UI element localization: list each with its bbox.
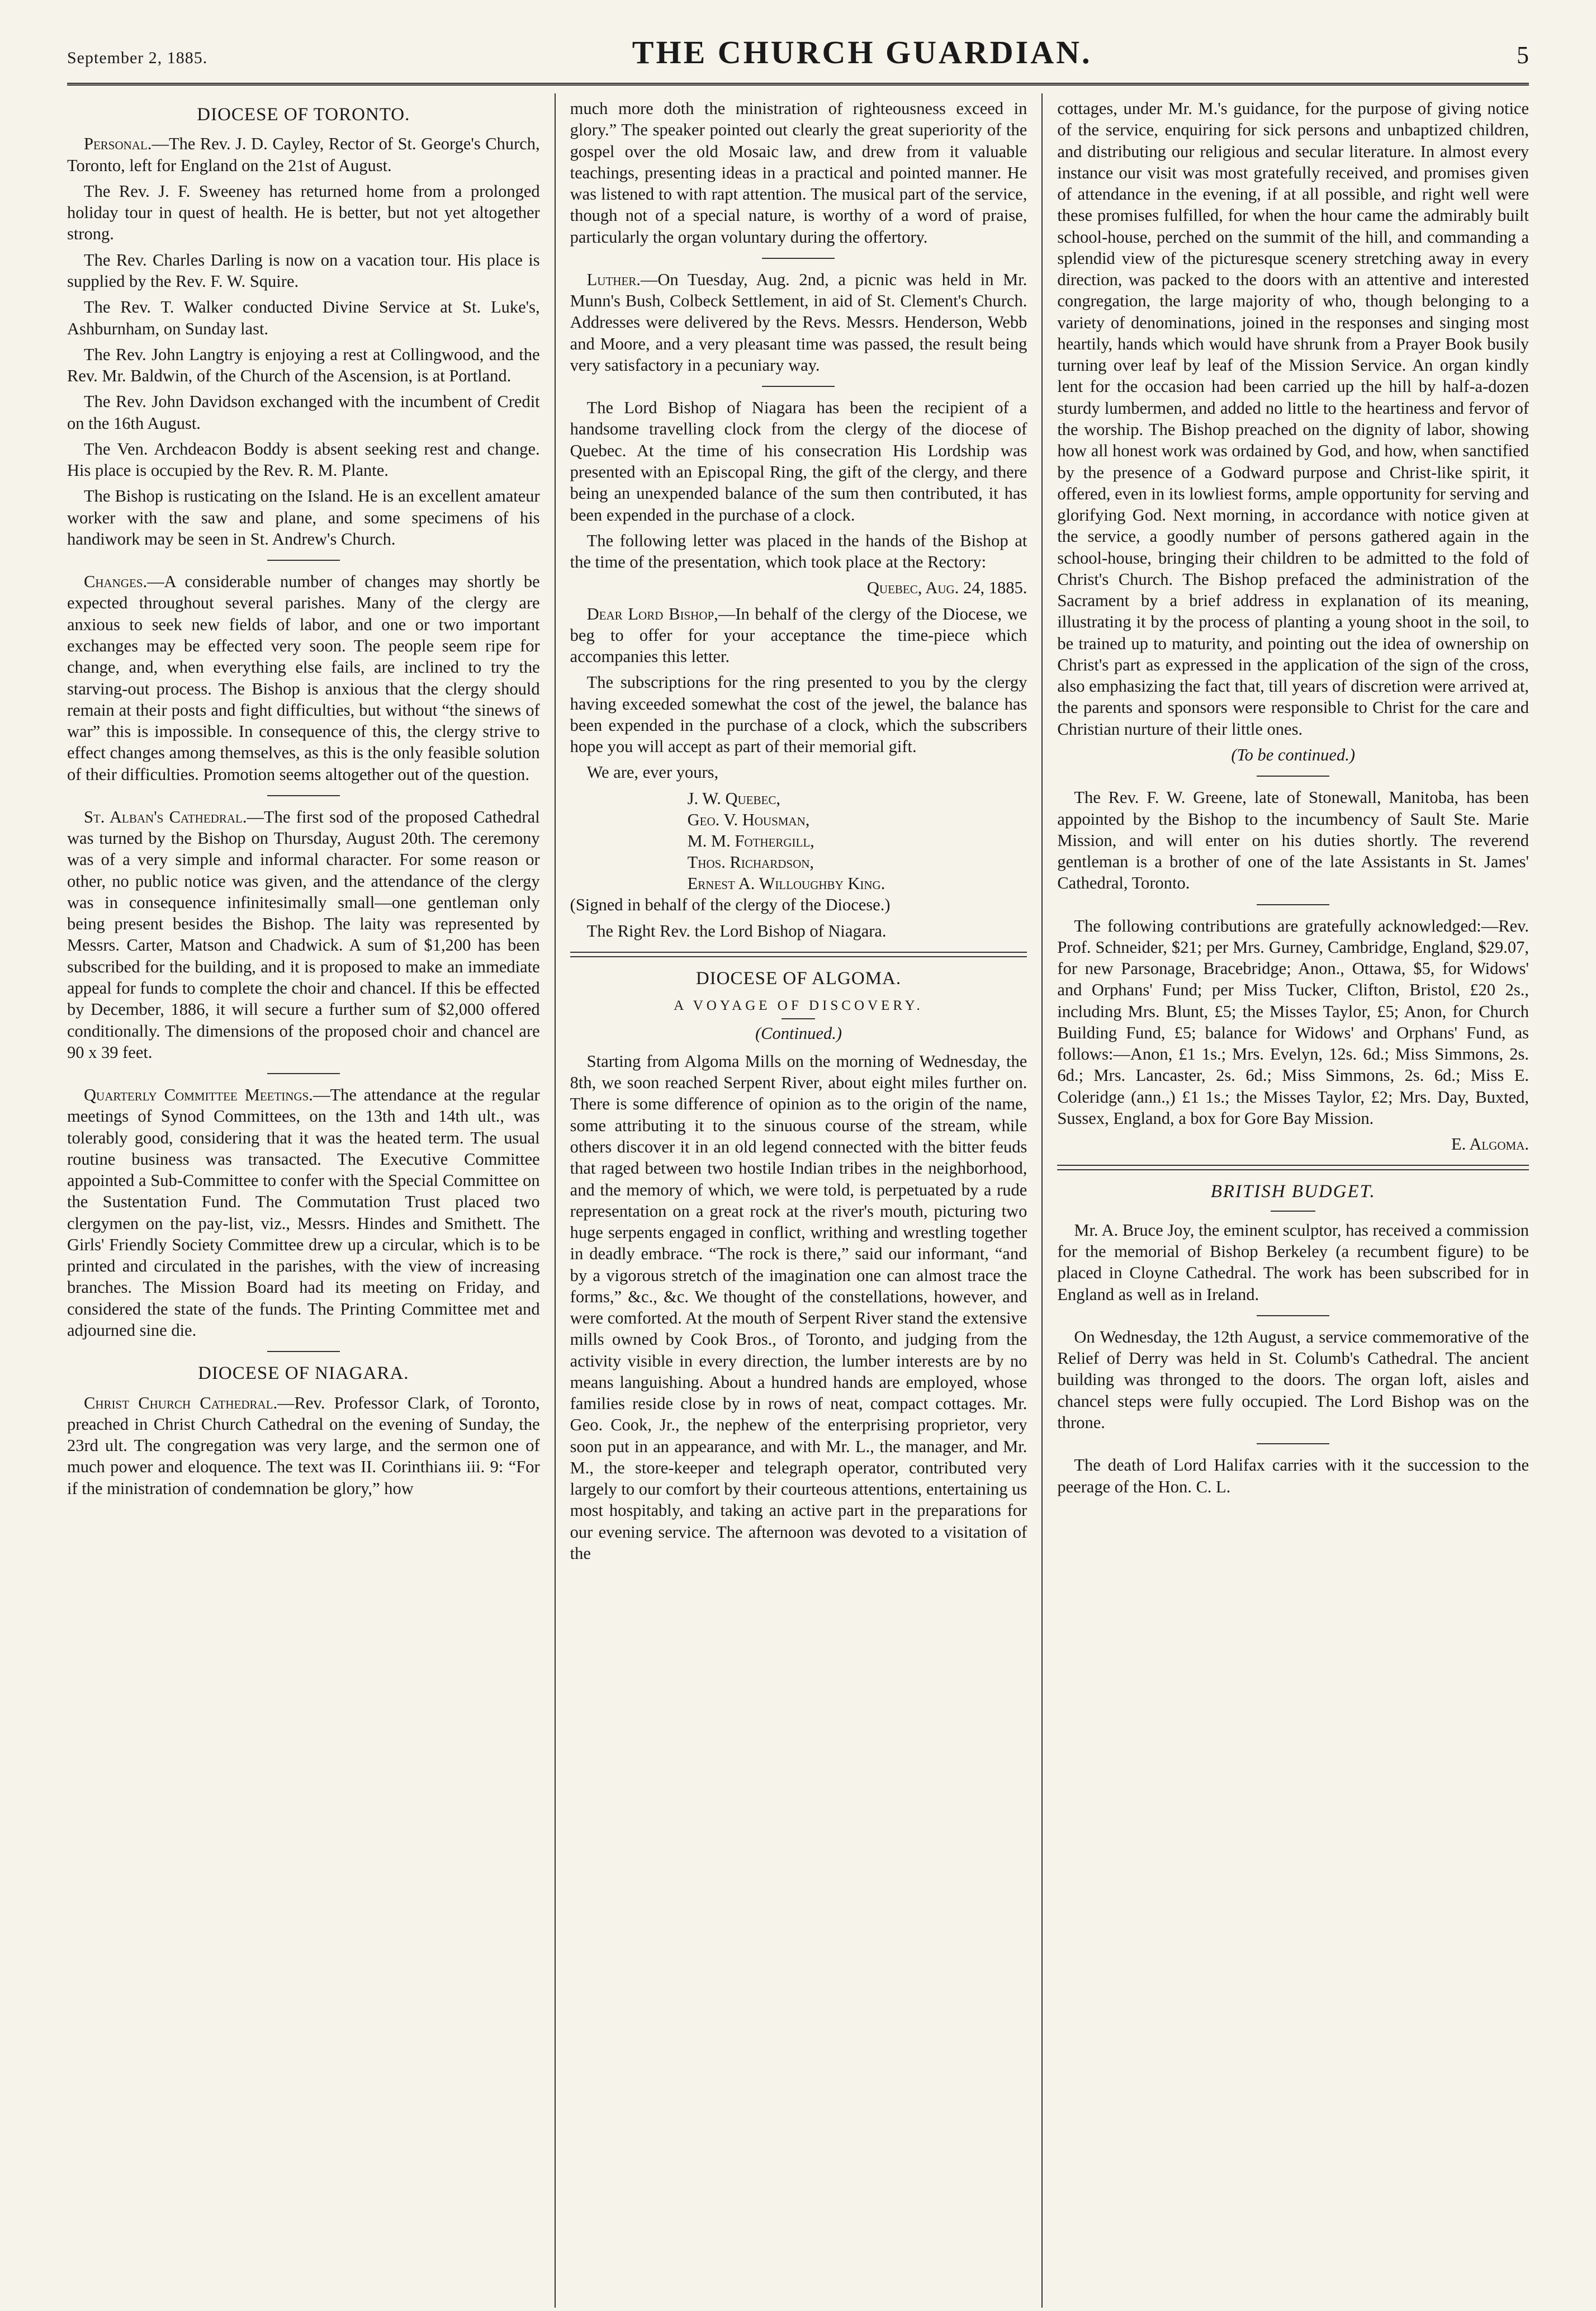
paragraph: cottages, under Mr. M.'s guidance, for the purpose of giving notice of the service, enquiring for sick persons and unbaptized children, and distributing our religious and secular literature. In almost every instance our visit was most gratefully received, and promises given of attendance in the evening, if at all possible, and right well were these promises fulfilled, for when the hour came the admirably built school-house, perched on the summit of the hill, and commanding a splendid view of the picturesque scenery stretching away in every direction, was packed to the doors with an attentive and interested congregation, the large majority of who, though belonging to a variety of denominations, joined in the responses and singing most heartily, hands which would have shrunk from a Prayer Book busily turning over leaf by leaf of the Mission Service. An organ kindly lent for the occasion had been carried up the hill by half-a-dozen sturdy lumbermen, and added no little to the heartiness and fervor of the worship. The Bishop preached on the dignity of labor, showing how all honest work was ordained by God, and how, when sanctified by the presence of a Godward purpose and Christ-like spirit, it offered, even in its lowliest forms, ample opportunity for serving and glorifying God. Next morning, in accordance with notice given at the service, a goodly number of persons gathered again in the school-house, bringing their children to be admitted to the fold of Christ's Church. The Bishop prefaced the administration of the Sacrament by a brief address in explanation of its meaning, illustrating it by the process of planting a young shoot in the soil, to be trained up to maturity, and pointing out the idea of ownership on Christ's part as expressed in the application of the sign of the cross, also emphasizing the fact that, till years of discretion were arrived at, the parents and sponsors were responsible to Christ for the care and Christian nurture of their little ones.: [1057, 99, 1529, 739]
text-st-albans: —The first sod of the proposed Cathedral was turned by the Bishop on Thursday, August 20th. The ceremony was of a very simple and informal character. For some reason or other, no public notice was given, and the attendance of the clergy was in consequence infinitesimally small—one gentleman only being present besides the Bishop. The laity was represented by Messrs. Carter, Matson and Chadwick. A sum of $1,200 has been subscribed for the building, and it is proposed to make an immediate appeal for funds to complete the choir and chancel. If this be effected by December, 1886, it will secure a further sum of $2,000 offered conditionally. The dimensions of the proposed choir and chancel are 90 x 39 feet.: [67, 807, 540, 1062]
divider: [267, 795, 340, 796]
paragraph: The Rev. John Langtry is enjoying a rest at Collingwood, and the Rev. Mr. Baldwin, of the Church of the Ascension, is at Portland.: [67, 344, 540, 386]
divider: [762, 258, 835, 259]
column-1: [67, 93, 555, 2308]
paragraph: The Rev. F. W. Greene, late of Stonewall, Manitoba, has been appointed by the Bishop to the incumbency of Sault Ste. Marie Mission, and will enter on his duties shortly. The reverend gentleman is a brother of one of the late Assistants in St. James' Cathedral, Toronto.: [1057, 788, 1529, 893]
divider: [1257, 1443, 1329, 1444]
divider: [782, 1018, 815, 1019]
lead-changes: Changes.: [84, 572, 148, 592]
divider: [267, 560, 340, 561]
divider: [1257, 776, 1329, 777]
section-heading-algoma: DIOCESE OF ALGOMA.: [695, 968, 902, 989]
paragraph: Starting from Algoma Mills on the morning of Wednesday, the 8th, we soon reached Serpent River, about eight miles further on. There is some difference of opinion as to the origin of the name, some attributing it to the sinuous course of the stream, while others discover it in an old legend connected with the bitter feuds that raged between two hostile Indian tribes in the neighborhood, and the memory of which, we were told, is perpetuated by a rude representation on a great rock at the river's mouth, picturing two huge serpents engaged in conflict, writhing and wrestling together in deadly embrace. “The rock is there,” said our informant, “and by a vigorous stretch of the imagination one can almost trace the forms,” &c., &c. We thought of the constellations, however, and were comforted. At the mouth of Serpent River stand the extensive mills owned by Cook Bros., of Toronto, and judging from the activity visible in every direction, the lumber interests are by no means languishing. About a hundred hands are employed, whose families reside close by in rows of neat, compact cottages. Mr. Geo. Cook, Jr., the nephew of the enterprising proprietor, very soon put in an appearance, and with Mr. L., the manager, and Mr. M., the store-keeper and telegraph operator, contributed very largely to our comfort by their courteous attentions, entertaining us most hospitably, and taking an active part in the preparations for our evening service. The afternoon was devoted to a visitation of the: [570, 1051, 1027, 1563]
masthead: [67, 34, 1529, 86]
lead-st-albans: St. Alban's Cathedral.: [84, 807, 247, 826]
to-be-continued-note: (To be continued.): [1231, 745, 1355, 764]
text-luther: —On Tuesday, Aug. 2nd, a picnic was held in Mr. Munn's Bush, Colbeck Settlement, in aid of St. Clement's Church. Addresses were delivered by the Revs. Messrs. Henderson, Webb and Moore, and a very pleasant time was passed, the result being very satisfactory in a pecuniary way.: [570, 270, 1027, 375]
divider: [1257, 904, 1329, 905]
divider: [1271, 1211, 1315, 1212]
letter-paragraph: [570, 603, 1027, 668]
signed-note: (Signed in behalf of the clergy of the Diocese.): [570, 895, 891, 915]
paragraph: The Rev. J. F. Sweeney has returned home from a prolonged holiday tour in quest of health. He is better, but not yet altogether strong.: [67, 181, 540, 244]
page-number: 5: [1517, 41, 1529, 69]
paragraph: The following letter was placed in the hands of the Bishop at the time of the presentation, which took place at the Rectory:: [570, 531, 1027, 572]
signatory: M. M. Fothergill,: [687, 831, 814, 850]
paragraph-christ-church: [67, 1392, 540, 1499]
paragraph-luther: [570, 269, 1027, 376]
lead-quarterly: Quarterly Committee Meetings.: [84, 1085, 313, 1105]
column-2: [555, 93, 1042, 2308]
letter-addressee: The Right Rev. the Lord Bishop of Niagara.: [586, 921, 887, 941]
signatories: [570, 788, 1027, 895]
paragraph: On Wednesday, the 12th August, a service commemorative of the Relief of Derry was held in St. Columb's Cathedral. The ancient building was thronged to the doors. The organ loft, aisles and chancel steps were fully occupied. The Lord Bishop was on the throne.: [1057, 1327, 1529, 1433]
text-quarterly: —The attendance at the regular meetings of Synod Committees, on the 13th and 14th ult., was tolerably good, considering that it was the heated term. The usual routine business was transacted. The Executive Committee appointed a Sub-Committee to confer with the Special Committee on the Sustentation Fund. The Commutation Trust placed two clergymen on the pay-list, viz., Messrs. Hindes and Smithett. The Girls' Friendly Society Committee drew up a circular, which is to be printed and circulated in the parishes, with the view of increasing branches. The Mission Board had its meeting on Friday, and considered the state of the funds. The Printing Committee met and adjourned sine die.: [67, 1085, 540, 1340]
section-heading-niagara: DIOCESE OF NIAGARA.: [198, 1363, 409, 1384]
paragraph: Mr. A. Bruce Joy, the eminent sculptor, has received a commission for the memorial of Bishop Berkeley (a recumbent figure) to be placed in Cloyne Cathedral. The work has been subscribed for in England as well as in Ireland.: [1057, 1220, 1529, 1304]
paragraph-changes: [67, 571, 540, 785]
divider: [267, 1073, 340, 1074]
lead-luther: Luther.: [586, 270, 641, 289]
lead-personal: Personal.: [84, 134, 152, 154]
text-personal: —The Rev. J. D. Cayley, Rector of St. George's Church, Toronto, left for England on the 21st of August.: [67, 134, 540, 175]
continued-note: (Continued.): [755, 1023, 842, 1043]
signatory: Ernest A. Willoughby King.: [687, 874, 885, 894]
section-heading-toronto: DIOCESE OF TORONTO.: [197, 105, 410, 125]
columns: [67, 93, 1529, 2308]
signature: E. Algoma.: [1451, 1135, 1529, 1154]
paragraph: The Lord Bishop of Niagara has been the recipient of a handsome travelling clock from the clergy of the diocese of Quebec. At the time of his consecration His Lordship was presented with an Episcopal Ring, the gift of the clergy, and there being an unexpended balance of the sum then contributed, it has been expended in the purchase of a clock.: [570, 398, 1027, 524]
paragraph: The Rev. John Davidson exchanged with the incumbent of Credit on the 16th August.: [67, 392, 540, 433]
signatory: J. W. Quebec,: [687, 788, 780, 808]
letter-salutation: Dear Lord Bishop,: [586, 604, 718, 623]
paragraph-quarterly: [67, 1084, 540, 1341]
paragraph: much more doth the ministration of righteousness exceed in glory.” The speaker pointed out clearly the great superiority of the gospel over the old Mosaic law, and drew from it valuable teachings, presenting ideas in a practical and pointed manner. He was listened to with rapt attention. The musical part of the service, though not of a special nature, is worthy of a word of praise, particularly the organ voluntary during the offertory.: [570, 99, 1027, 247]
newspaper-title: THE CHURCH GUARDIAN.: [632, 34, 1092, 70]
issue-date: September 2, 1885.: [67, 49, 208, 67]
paragraph: The following contributions are gratefully acknowledged:—Rev. Prof. Schneider, $21; per Mrs. Gurney, Cambridge, England, $29.07, for new Parsonage, Bracebridge; Anon., Ottawa, $5, for Widows' and Orphans' Fund; per Miss Tucker, Clifton, Bristol, £20 2s., including Mrs. Blunt, £5; the Misses Taylor, £5; Anon, for Church Building Fund, £5; balance for Widows' and Orphans' Fund, as follows:—Anon, £1 1s.; Mrs. Evelyn, 12s. 6d.; Miss Simmons, 2s. 6d.; Mrs. Lancaster, 2s. 6d.; Miss Simmons, 2s. 6d.; Miss E. Coleridge (ann.,) £1 1s.; the Misses Taylor, £2; Mrs. Day, Buxted, Sussex, England, a box for Gore Bay Mission.: [1057, 916, 1529, 1128]
double-divider: [570, 952, 1027, 957]
double-divider: [1057, 1165, 1529, 1170]
signatory: Geo. V. Housman,: [687, 810, 810, 829]
paragraph: The Rev. Charles Darling is now on a vacation tour. His place is supplied by the Rev. F. W. Squire.: [67, 250, 540, 291]
subheading-voyage: A VOYAGE OF DISCOVERY.: [674, 998, 923, 1014]
lead-christ-church: Christ Church Cathedral.: [84, 1393, 278, 1412]
letter-text: —In behalf of the clergy of the Diocese, we beg to offer for your acceptance the time-piece which accompanies this letter.: [570, 604, 1027, 667]
paragraph-st-albans: [67, 806, 540, 1063]
paragraph: The Ven. Archdeacon Boddy is absent seeking rest and change. His place is occupied by the Rev. R. M. Plante.: [67, 439, 540, 480]
letter-dateline: Quebec, Aug. 24, 1885.: [866, 578, 1027, 598]
paragraph-personal: [67, 133, 540, 176]
text-christ-church: —Rev. Professor Clark, of Toronto, preached in Christ Church Cathedral on the evening of Sunday, the 23rd ult. The congregation was very large, and the sermon one of much power and eloquence. The text was II. Corinthians iii. 9: “For if the ministration of condemnation be glory,” how: [67, 1393, 540, 1498]
divider: [1257, 1315, 1329, 1316]
letter-paragraph: The subscriptions for the ring presented to you by the clergy having exceeded somewhat the cost of the jewel, the balance has been expended in the purchase of a clock, which the subscribers hope you will accept as part of their memorial gift.: [570, 673, 1027, 757]
signatory: Thos. Richardson,: [687, 853, 814, 872]
paragraph: The Rev. T. Walker conducted Divine Service at St. Luke's, Ashburnham, on Sunday last.: [67, 297, 540, 338]
divider: [762, 386, 835, 387]
text-changes: —A considerable number of changes may shortly be expected throughout several parishes. Many of the clergy are anxious to seek new fields of labor, and one or two important exchanges may be effected very soon. The people seem ripe for change, and, when everything else fails, are inclined to try the starving-out process. The Bishop is anxious that the clergy should remain at their posts and fight difficulties, but without “the sinews of war” this is impossible. In consequence of this, the clergy strive to effect changes among themselves, as this is the only feasible solution of their difficulties. Promotion seems altogether out of the question.: [67, 572, 540, 784]
divider: [267, 1351, 340, 1352]
letter-closing: We are, ever yours,: [586, 763, 719, 782]
section-heading-british-budget: BRITISH BUDGET.: [1210, 1182, 1376, 1202]
paragraph: The Bishop is rusticating on the Island. He is an excellent amateur worker with the saw and plane, and some specimens of his handiwork may be seen in St. Andrew's Church.: [67, 486, 540, 549]
column-3: [1041, 93, 1529, 2308]
paragraph: The death of Lord Halifax carries with it the succession to the peerage of the Hon. C. L.: [1057, 1455, 1529, 1496]
